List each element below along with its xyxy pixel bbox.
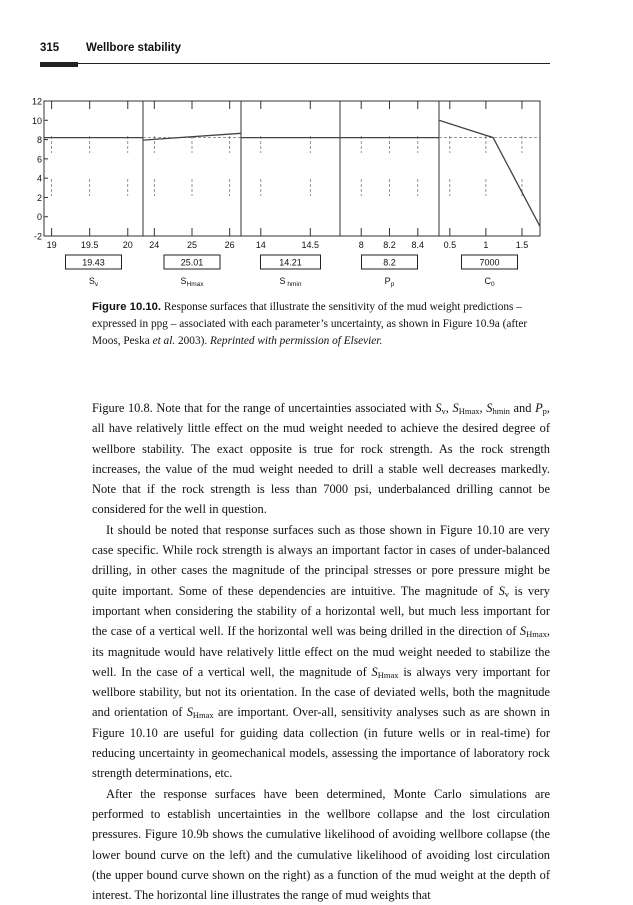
x-tick-label: 8.2	[383, 240, 396, 250]
x-tick-label: 19	[46, 240, 57, 250]
x-tick-label: 14.5	[301, 240, 320, 250]
p1-shmin: S	[486, 401, 493, 415]
p2-shmax-2: S	[371, 664, 378, 679]
series-line-SHmax	[143, 133, 241, 140]
p2-text-b: is very important when considering the stability of a horizontal well, but much less important for the case of a vertical well. If the horizontal well was being drilled in the direction of	[92, 583, 550, 639]
y-tick-label: 0	[36, 212, 42, 223]
p1-comma-2: ,	[479, 401, 487, 415]
p1-comma-1: ,	[445, 401, 453, 415]
p1-shmax-sub: Hmax	[458, 406, 480, 416]
response-surfaces-chart	[31, 95, 546, 290]
y-tick-label: 2	[36, 192, 42, 203]
running-title: Wellbore stability	[86, 42, 182, 54]
page-number: 315	[40, 42, 60, 54]
value-label-SHmax: 25.01	[180, 257, 204, 268]
caption-reprint: Reprinted with permission of Elsevier.	[210, 335, 383, 347]
parameter-label-SHmax: $S_{Hmax}$	[180, 276, 204, 288]
p1-pp-sub: p	[542, 406, 547, 416]
y-tick-label: 6	[36, 154, 42, 165]
value-label-Pp: 8.2	[383, 257, 396, 268]
x-tick-label: 8.4	[411, 240, 425, 250]
running-header	[40, 38, 550, 60]
x-tick-label: 1.5	[515, 240, 529, 250]
y-tick-label: 8	[36, 135, 42, 146]
p2-shmax-1: S	[519, 624, 527, 639]
header-rule	[40, 63, 550, 64]
x-tick-label: 8	[358, 240, 364, 250]
parameter-label-Pp: $P_p$	[384, 276, 395, 288]
series-line-C0	[439, 120, 540, 226]
caption-label: Figure 10.10.	[92, 301, 162, 313]
paragraph-2	[92, 520, 550, 784]
x-tick-label: 19.5	[80, 240, 99, 250]
p2-text-e: are important. Over-all, sensitivity analyses such as are shown in Figure 10.10 are useful for guiding data collection (in future wells or in real-time) for reducing uncertainty in geomechanical models, assessing the importance of laboratory rock strength determinations, etc.	[92, 705, 550, 781]
x-tick-label: 24	[149, 240, 160, 250]
p1-text-a: Figure 10.8. Note that for the range of uncertainties associated with	[92, 401, 436, 415]
parameter-label-C0: $C_0$	[484, 276, 495, 288]
y-tick-label: 12	[31, 96, 42, 107]
figure-10-10	[31, 95, 546, 290]
p1-shmin-sub: hmin	[492, 406, 510, 416]
p2-shmax-3: S	[186, 705, 193, 720]
p1-sv: S	[435, 401, 442, 415]
p2-sv-sub: v	[504, 588, 510, 599]
x-tick-label: 25	[186, 240, 198, 250]
caption-text: Response surfaces that illustrate the sensitivity of the mud weight predictions – expressed in ppg – associated with each parameter’s uncertainty, as shown in Figure 10.9a (after Moos, Peska	[92, 301, 528, 347]
caption-etal: et al.	[152, 335, 176, 347]
p1-pp: P	[535, 401, 543, 415]
paragraph-3: After the response surfaces have been determined, Monte Carlo simulations are performed to establish uncertainties in the wellbore collapse and the lost circulation pressures. Figure 10.9b shows the cumulative likelihood of avoiding wellbore collapse (the lower bound curve on the left) and the cumulative likelihood of avoiding lost circulation (the upper bound curve shown on the right) as a function of the mud weight at the depth of interest. The horizontal line illustrates the range of mud weights that	[92, 786, 550, 903]
y-tick-label: 10	[31, 115, 42, 126]
x-tick-label: 0.5	[443, 240, 457, 250]
p1-sv-sub: v	[441, 406, 446, 416]
p2-sv: S	[498, 583, 505, 598]
figure-caption	[92, 299, 550, 350]
x-tick-label: 14	[255, 240, 266, 250]
x-tick-label: 20	[122, 240, 133, 250]
p1-and: and	[509, 401, 536, 415]
caption-text-2: 2003).	[175, 335, 211, 347]
p2-text-a: It should be noted that response surfaces such as those shown in Figure 10.10 are very case specific. While rock strength is always an important factor in cases of under-balanced drilling, in other cases the magnitude of the principal stresses or pore pressure might be quite important. Some of these dependencies are intuitive. The magnitude of	[92, 522, 550, 598]
parameter-label-Shmin: S $_{hmin}$	[279, 276, 302, 288]
y-tick-label: 4	[36, 173, 42, 184]
p2-text-c: , its magnitude would have relatively little effect on the mud weight needed to stabilize the well. In the case of a vertical well, the magnitude of	[92, 624, 550, 679]
p2-shmax-3-sub: Hmax	[192, 710, 214, 721]
p1-text-b: , all have relatively little effect on the mud weight needed to achieve the desired degree of wellbore stability. The exact opposite is true for rock strength. As the rock strength increases, the value of the mud weight needed to drill a stable well decreases markedly. Note that if the rock strength is less than 7000 psi, underbalanced drilling cannot be considered for the well in question.	[92, 401, 551, 517]
p2-shmax-1-sub: Hmax	[526, 629, 547, 640]
p1-shmax: S	[452, 401, 459, 415]
paragraph-1	[92, 398, 550, 520]
value-label-Sv: 19.43	[82, 257, 105, 268]
body-text	[92, 398, 550, 905]
value-label-Shmin: 14.21	[279, 257, 302, 268]
x-tick-label: 1	[483, 240, 489, 250]
y-tick-label: -2	[33, 231, 42, 242]
x-tick-label: 26	[224, 240, 235, 250]
header-block	[40, 62, 78, 67]
value-label-C0: 7000	[479, 257, 500, 268]
parameter-label-Sv: $S_v$	[88, 276, 99, 288]
p2-shmax-2-sub: Hmax	[377, 669, 399, 680]
plot-frame	[44, 101, 540, 236]
p2-text-d: is always very important for wellbore stability, but not its orientation. In the case of deviated wells, both the magnitude and orientation of	[92, 664, 550, 720]
